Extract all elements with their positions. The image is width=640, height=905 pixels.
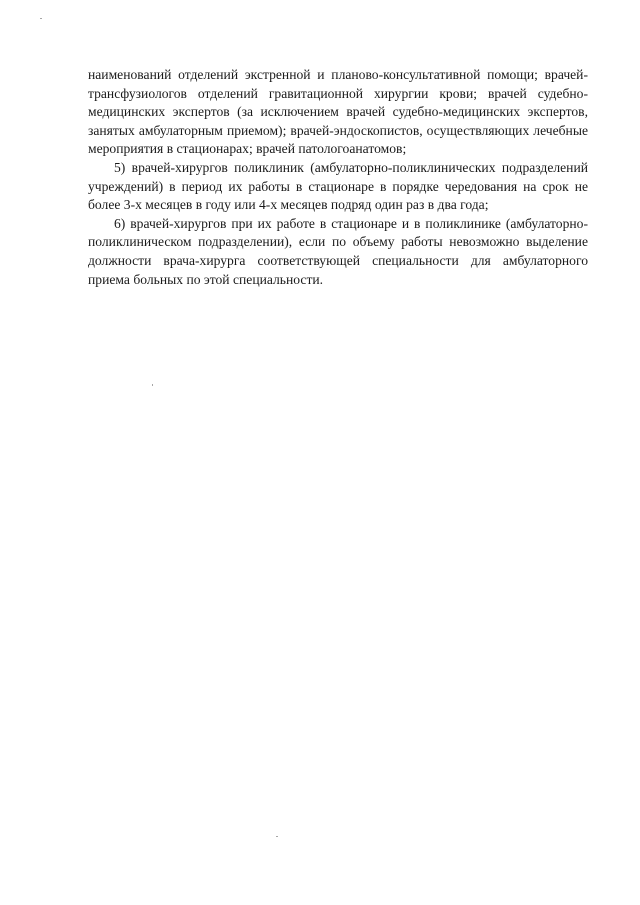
- scan-speck: [152, 384, 153, 386]
- document-body: [88, 66, 588, 289]
- paragraph-item-5: 5) врачей-хирургов поликлиник (амбулаторно-поликлинических подразделений учреждений) в период их работы в стационаре в порядке чередования на срок не более 3-х месяцев в году или 4-х месяцев подряд один раз в два года;: [88, 159, 588, 213]
- paragraph-continuation: наименований отделений экстренной и планово-консультативной помощи; врачей-трансфузиологов отделений гравитационной хирургии крови; врачей судебно-медицинских экспертов (за исключением врачей судебно-медицинских экспертов, занятых амбулаторным приемом); врачей-эндоскопистов, осуществляющих лечебные мероприятия в стационарах; врачей патологоанатомов;: [88, 67, 588, 157]
- paragraph-item-6: 6) врачей-хирургов при их работе в стационаре и в поликлинике (амбулаторно-поликлиническом подразделении), если по объему работы невозможно выделение должности врача-хирурга соответствующей специальности для амбулаторного приема больных по этой специальности.: [88, 215, 588, 287]
- scan-speck: [276, 836, 278, 837]
- scan-speck: [40, 18, 42, 19]
